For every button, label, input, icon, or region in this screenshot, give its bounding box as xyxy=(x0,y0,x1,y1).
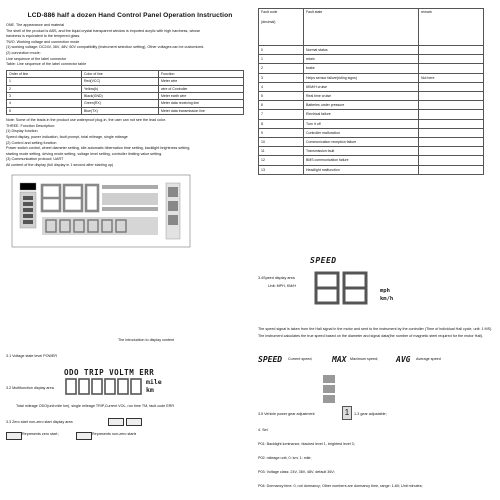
full-display-text: All content of the display (full display in 1 second after starting up) xyxy=(6,162,114,167)
fault-state-cell: BMS communication failure xyxy=(304,156,419,165)
table-row xyxy=(259,128,484,137)
set-item-p02: P02: mileage unit, 0: km; 1: mile; xyxy=(258,456,312,460)
nonzero-start-icon xyxy=(76,432,92,440)
fault-code-cell: 0 xyxy=(259,46,304,55)
cell-color: Green(RX) xyxy=(82,100,159,107)
line-sequence-text: Line sequence of the label connector xyxy=(6,56,67,61)
fault-remark-cell xyxy=(419,64,484,73)
connection-mode-text: (2) connection mode: xyxy=(6,50,41,55)
fault-remark-cell xyxy=(419,46,484,55)
table-row xyxy=(259,64,484,73)
speed-types-row xyxy=(258,354,496,366)
speed-paragraph: The speed signal is taken from the Hall signal in the motor and sent to the instrument by the controller (Time of individual Hall cycle, unit: 1 MS) The instrument calculates the true speed based on the diameter and signal data(the number of magnetic steel required for the motor Hall). xyxy=(258,327,492,338)
unit-mile-label: mile xyxy=(146,378,162,386)
fault-code-cell: 1 xyxy=(259,55,304,64)
section-three-heading: THREE. Function Description: xyxy=(6,123,56,128)
fault-code-cell: 8 xyxy=(259,119,304,128)
header-fault-code-label: Fault code xyxy=(261,10,278,14)
lcd-full-display-illustration xyxy=(6,171,254,251)
speed-label: SPEED xyxy=(310,256,337,265)
max-speed-text: Maximum speed; xyxy=(350,357,379,361)
fault-state-cell: Normal status xyxy=(304,46,419,55)
fault-remark-cell xyxy=(419,110,484,119)
speed-display-illustration xyxy=(310,256,410,314)
fault-state-cell: Turn it off xyxy=(304,119,419,128)
cell-order: 5 xyxy=(7,107,82,114)
speed-digits xyxy=(310,269,380,309)
fault-remark-cell xyxy=(419,101,484,110)
document-title: LCD-886 half a dozen Hand Control Panel Operation Instruction xyxy=(27,12,233,19)
fault-remark-cell xyxy=(419,92,484,101)
connector-table xyxy=(6,70,244,115)
fault-state-cell: retain xyxy=(304,55,419,64)
table-row xyxy=(7,100,244,107)
fault-state-cell: Helps sensor failure(riding signs) xyxy=(304,73,419,82)
zero-start-caption: 3.3 Zero start non-zero start display area xyxy=(6,420,73,424)
gear-level-indicator xyxy=(322,374,336,404)
avg-speed-label: AVG xyxy=(396,355,411,364)
cell-order: 1 xyxy=(7,78,82,85)
fault-state-cell: 6KM/H cruise xyxy=(304,82,419,91)
zero-start-label: Represents zero start； xyxy=(22,432,61,436)
gear-caption: 3.5 Vehicle power gear adjustment xyxy=(258,412,315,416)
multifunction-digits xyxy=(64,377,184,397)
set-item-p01: P01: Backlight luminance, blacked level 1, brightest level 3; xyxy=(258,442,355,446)
current-speed-label: SPEED xyxy=(258,355,283,364)
table-row xyxy=(7,78,244,85)
unit-kmh-label: km/h xyxy=(380,296,394,302)
nonzero-start-label: Represents non-zero starts xyxy=(92,432,137,436)
fault-remark-cell xyxy=(419,165,484,174)
cell-color: Red(VCC) xyxy=(82,78,159,85)
fault-code-cell: 4 xyxy=(259,82,304,91)
unit-km-label: km xyxy=(146,386,154,394)
fault-remark-cell xyxy=(419,138,484,147)
fault-table-header xyxy=(259,9,484,46)
header-order: Order of line xyxy=(7,70,82,77)
cell-order: 4 xyxy=(7,100,82,107)
cell-color: Yellow(k) xyxy=(82,85,159,92)
multifunction-labels: ODO TRIP VOLTM ERR xyxy=(64,368,155,377)
multifunction-caption: 3.2 Multifunction display area xyxy=(6,386,54,390)
right-column xyxy=(258,8,496,496)
gear-digit: 1 xyxy=(342,406,352,420)
fault-state-cell: Communication reception failure xyxy=(304,138,419,147)
material-text-1: The shell of the product is ABS, and the liquid crystal transparent window is imported acrylic with high hardness, whose xyxy=(6,28,201,33)
fault-state-cell: brake xyxy=(304,64,419,73)
fault-remark-cell xyxy=(419,128,484,137)
table-caption: Table: Line sequence of the label connector table xyxy=(6,62,87,67)
cell-order: 3 xyxy=(7,92,82,99)
fault-code-cell: 12 xyxy=(259,156,304,165)
table-row xyxy=(259,82,484,91)
header-function: Function xyxy=(159,70,244,77)
fault-remark-cell xyxy=(419,156,484,165)
set-item-p04: P04: Dormancy time: 0, not dormancy; Other numbers are dormancy time, range: 1-60; Unit minutes; xyxy=(258,484,423,488)
protocol-heading: (3) Communication protocol: UART xyxy=(6,157,64,162)
speed-display-caption: 3.4Speed display area xyxy=(258,276,295,280)
table-row xyxy=(7,85,244,92)
table-row xyxy=(7,92,244,99)
fault-code-cell: 9 xyxy=(259,128,304,137)
current-speed-text: Current speed; xyxy=(288,357,313,361)
voltage-state-caption: 3.1 Voltage state level POWER xyxy=(6,354,58,358)
table-row xyxy=(259,165,484,174)
fault-state-cell: Transmission fault xyxy=(304,147,419,156)
set-item-p03: P03: Voltage class: 24V, 36V, 48V, default 36V; xyxy=(258,470,335,474)
cell-color: Blue(TX) xyxy=(82,107,159,114)
avg-speed-text: Average speed xyxy=(416,357,441,361)
gear-range-text: 1-3 gear adjustable; xyxy=(354,412,387,416)
table-row xyxy=(259,101,484,110)
table-row xyxy=(259,55,484,64)
section-two-heading: TWO. Working voltage and connection mode xyxy=(6,39,80,44)
material-text-2: hardness is equivalent to the tempered glass. xyxy=(6,34,81,39)
set-heading: 4. Set xyxy=(258,428,268,432)
unit-mph-label: mph xyxy=(380,288,390,294)
table-row xyxy=(7,107,244,114)
table-row xyxy=(259,156,484,165)
fault-code-cell: 3 xyxy=(259,73,304,82)
zero-start-symbol xyxy=(108,418,124,426)
connector-table-header xyxy=(7,70,244,77)
cell-function: Meter earth wire xyxy=(159,92,244,99)
table-row xyxy=(259,73,484,82)
section-one-heading: ONE. The appearance and material xyxy=(6,23,65,27)
fault-state-cell: Batteries under pressure xyxy=(304,101,419,110)
fault-code-cell: 13 xyxy=(259,165,304,174)
fault-state-cell: Controller malfunction xyxy=(304,128,419,137)
fault-remark-cell xyxy=(419,82,484,91)
table-row xyxy=(259,110,484,119)
cell-function: Meter data transmission line xyxy=(159,107,244,114)
table-row xyxy=(259,92,484,101)
fault-remark-cell xyxy=(419,55,484,64)
fault-state-cell: Real time cruise xyxy=(304,92,419,101)
display-function-text: Speed display, power indication, fault prompt, total mileage, single mileage xyxy=(6,134,128,139)
fault-code-cell: 7 xyxy=(259,110,304,119)
waterproof-note: Note: Some of the leads in the product use waterproof plug-in, the user can not see the lead color. xyxy=(6,118,166,123)
header-color: Color of line xyxy=(82,70,159,77)
fault-code-table xyxy=(258,8,484,175)
multifunction-display xyxy=(64,368,184,397)
fault-remark-cell xyxy=(419,147,484,156)
fault-code-cell: 11 xyxy=(259,147,304,156)
table-row xyxy=(259,119,484,128)
header-fault-code xyxy=(259,9,304,46)
fault-code-cell: 6 xyxy=(259,101,304,110)
cell-function: wire of Controller xyxy=(159,85,244,92)
cell-order: 2 xyxy=(7,85,82,92)
lcd-intro-caption: The introduction to display content xyxy=(118,338,175,342)
fault-code-cell: 2 xyxy=(259,64,304,73)
speed-unit-line: Unit: MPH, KM/H xyxy=(268,284,297,288)
max-speed-label: MAX xyxy=(332,355,347,364)
fault-state-cell: Electrical failure xyxy=(304,110,419,119)
display-function-heading: (1) Display function xyxy=(6,129,38,134)
nonzero-start-symbol-top xyxy=(126,418,142,426)
table-row xyxy=(259,147,484,156)
multifunction-detail: Total mileage ODO(unit:mile km), single mileage TRIP,Current VOL, run time TM, fault code ERR xyxy=(16,404,175,408)
fault-remark-cell xyxy=(419,119,484,128)
header-remark: remark xyxy=(419,9,484,46)
header-fault-code-unit: (decimal) xyxy=(261,20,276,24)
control-setting-heading: (2) Control and setting function xyxy=(6,140,57,145)
cell-function: Meter data receiving line xyxy=(159,100,244,107)
table-row xyxy=(259,138,484,147)
control-setting-text-2: starting mode setting, driving mode setting, voltage level setting, controller limiting value setting. xyxy=(6,151,163,156)
cell-color: Black(GND) xyxy=(82,92,159,99)
fault-code-cell: 10 xyxy=(259,138,304,147)
control-setting-text-1: Power switch control, wheel diameter setting, idle automatic hibernation time setting, backlight brightness setting, xyxy=(6,146,191,151)
cell-function: Meter wire xyxy=(159,78,244,85)
working-voltage-text: (1) working voltage: DC24V, 36V, 48V, 60V compatibility (instrument selection setting), Other voltages can be customized. xyxy=(6,45,205,50)
fault-remark-cell: Not here xyxy=(419,73,484,82)
zero-start-icon xyxy=(6,432,22,440)
fault-state-cell: Headlight malfunction xyxy=(304,165,419,174)
fault-code-cell: 5 xyxy=(259,92,304,101)
left-column xyxy=(6,8,254,496)
header-fault-state: Fault state xyxy=(304,9,419,46)
table-row xyxy=(259,46,484,55)
